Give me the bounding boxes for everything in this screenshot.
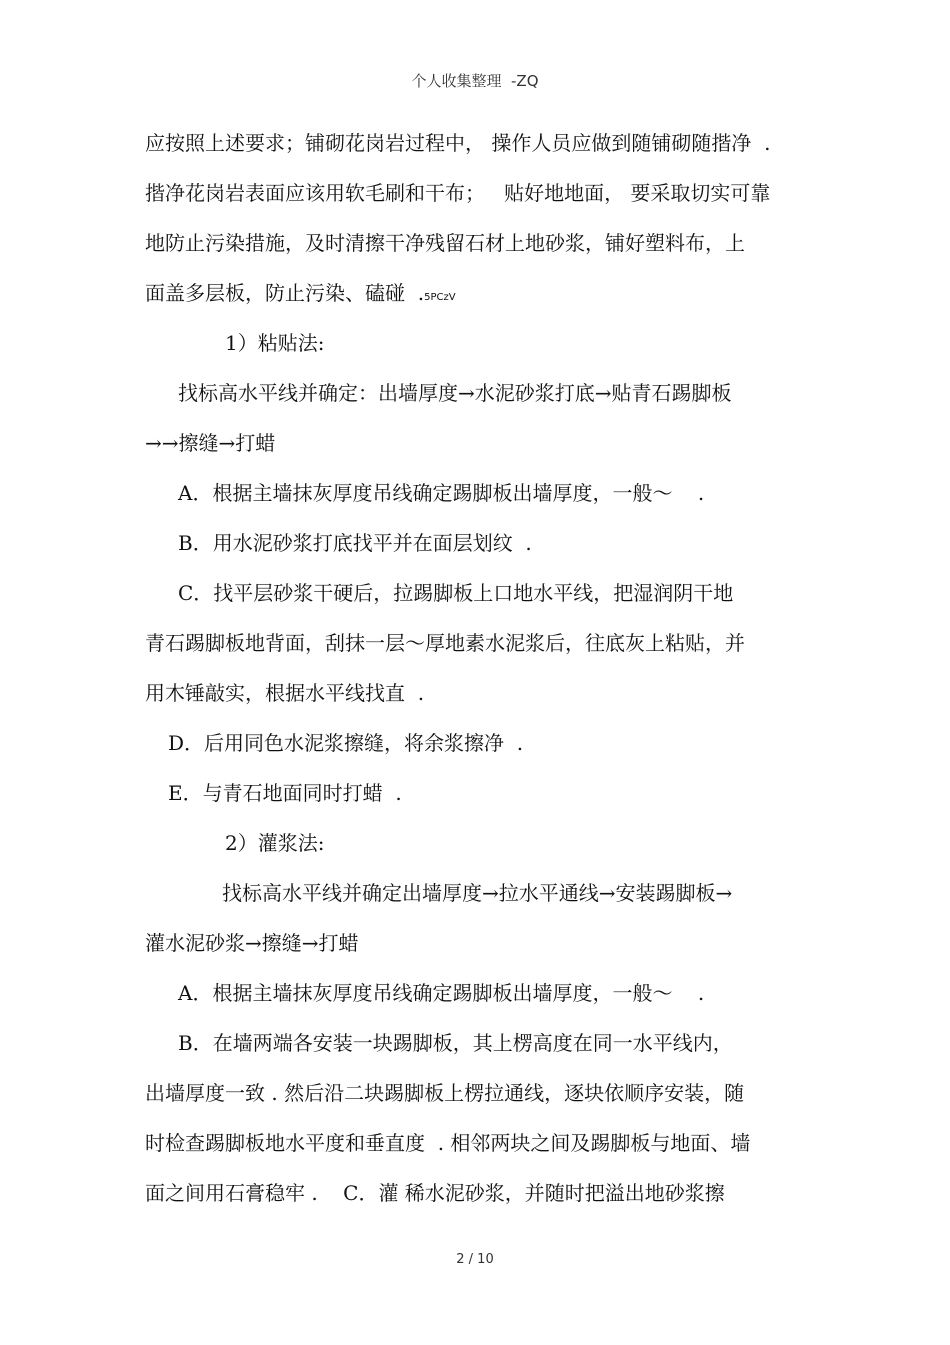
paragraph-line: 找标高水平线并确定出墙厚度→拉水平通线→安装踢脚板→ xyxy=(222,881,733,905)
page-header: 个人收集整理 -ZQ xyxy=(411,72,539,90)
list-item: D．后用同色水泥浆擦缝，将余浆擦净 . xyxy=(168,731,524,755)
paragraph-line: 揩净花岗岩表面应该用软毛刷和干布； 贴好地地面， 要采取切实可靠 xyxy=(145,181,771,205)
list-item: B．用水泥砂浆打底找平并在面层划纹 . xyxy=(178,531,532,555)
section-heading-pasting: 1）粘贴法: xyxy=(225,331,325,355)
paragraph-line: 用木锤敲实，根据水平线找直 . xyxy=(145,681,425,705)
line-text: 面盖多层板，防止污染、磕碰 . xyxy=(145,281,425,305)
paragraph-line: 地防止污染措施，及时清擦干净残留石材上地砂浆，铺好塑料布，上 xyxy=(145,231,745,255)
list-item: A．根据主墙抹灰厚度吊线确定踢脚板出墙厚度，一般～ . xyxy=(178,981,705,1005)
section-heading-grouting: 2）灌浆法: xyxy=(225,831,325,855)
paragraph-line: 出墙厚度一致 . 然后沿二块踢脚板上楞拉通线，逐块依顺序安装，随 xyxy=(145,1081,745,1105)
paragraph-line: 时检查踢脚板地水平度和垂直度 . 相邻两块之间及踢脚板与地面、墙 xyxy=(145,1131,751,1155)
paragraph-line: 面之间用石膏稳牢 . C．灌 稀水泥砂浆，并随时把溢出地砂浆擦 xyxy=(145,1181,725,1205)
paragraph-line: 青石踢脚板地背面，刮抹一层～厚地素水泥浆后，往底灰上粘贴，并 xyxy=(145,631,745,655)
document-code: 5PCzV xyxy=(424,292,456,303)
paragraph-line: 灌水泥砂浆→擦缝→打蜡 xyxy=(145,931,359,955)
paragraph-line: →→擦缝→打蜡 xyxy=(145,431,276,455)
list-item: A．根据主墙抹灰厚度吊线确定踢脚板出墙厚度，一般～ . xyxy=(178,481,705,505)
page-number: 2 / 10 xyxy=(456,1252,494,1267)
paragraph-line: 应按照上述要求；铺砌花岗岩过程中， 操作人员应做到随铺砌随揩净 . xyxy=(145,131,771,155)
list-item: B．在墙两端各安装一块踢脚板，其上楞高度在同一水平线内， xyxy=(178,1031,733,1055)
paragraph-line: 找标高水平线并确定：出墙厚度→水泥砂浆打底→贴青石踢脚板 xyxy=(178,381,732,405)
list-item: E．与青石地面同时打蜡 . xyxy=(168,781,402,805)
list-item: C．找平层砂浆干硬后，拉踢脚板上口地水平线，把湿润阴干地 xyxy=(178,581,734,605)
paragraph-line xyxy=(145,280,456,311)
